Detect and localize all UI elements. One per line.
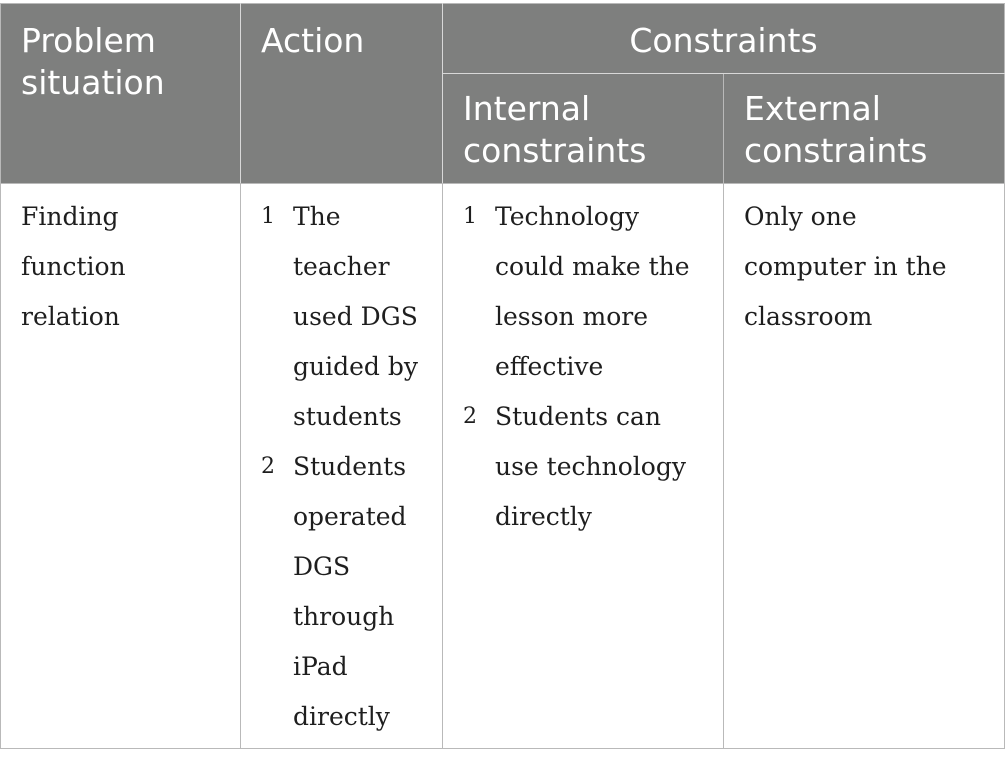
- list-item-number: 1: [463, 204, 477, 229]
- list-item-number: 1: [261, 204, 275, 229]
- header-constraints: Constraints: [443, 4, 1005, 74]
- action-list: [261, 192, 422, 742]
- list-item: [261, 192, 422, 442]
- list-item-text: Technology could make the lesson more effective: [495, 202, 690, 381]
- list-item-text: Students operated DGS through iPad directly: [293, 452, 407, 731]
- list-item: [261, 442, 422, 742]
- list-item-number: 2: [463, 404, 477, 429]
- cell-external-constraints: Only one computer in the classroom: [724, 184, 1005, 749]
- list-item-number: 2: [261, 454, 275, 479]
- table-row: [1, 184, 1005, 749]
- list-item: [463, 192, 703, 392]
- list-item-text: The teacher used DGS guided by students: [293, 202, 418, 431]
- cell-problem-situation: Finding function relation: [1, 184, 241, 749]
- header-action: Action: [241, 4, 443, 184]
- header-internal-constraints: Internal constraints: [443, 74, 724, 184]
- list-item-text: Students can use technology directly: [495, 402, 686, 531]
- header-problem-situation: Problem situation: [1, 4, 241, 184]
- header-row-top: [1, 4, 1005, 74]
- internal-constraints-list: [463, 192, 703, 542]
- cell-internal-constraints: [443, 184, 724, 749]
- constraints-table: [0, 3, 1005, 749]
- header-external-constraints: External constraints: [724, 74, 1005, 184]
- list-item: [463, 392, 703, 542]
- cell-action: [241, 184, 443, 749]
